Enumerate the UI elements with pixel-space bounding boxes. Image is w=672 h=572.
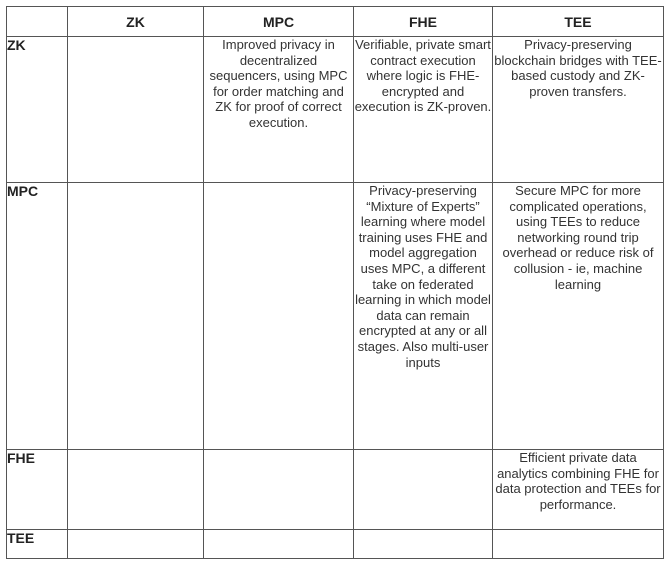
corner-cell	[7, 7, 68, 37]
column-header-mpc: MPC	[204, 7, 354, 37]
cell-mpc-zk	[68, 183, 204, 450]
comparison-table	[6, 6, 664, 559]
cell-fhe-zk	[68, 450, 204, 530]
row-header-zk: ZK	[7, 37, 68, 183]
cell-fhe-mpc	[204, 450, 354, 530]
row-header-tee: TEE	[7, 530, 68, 559]
cell-tee-fhe	[354, 530, 493, 559]
cell-zk-fhe: Verifiable, private smart contract execution where logic is FHE-encrypted and execution is ZK-proven.	[354, 37, 493, 183]
table-row-fhe	[7, 450, 664, 530]
table-row-mpc	[7, 183, 664, 450]
table-row-tee	[7, 530, 664, 559]
cell-zk-tee: Privacy-preserving blockchain bridges with TEE-based custody and ZK-proven transfers.	[493, 37, 664, 183]
cell-zk-zk	[68, 37, 204, 183]
cell-zk-mpc: Improved privacy in decentralized sequencers, using MPC for order matching and ZK for proof of correct execution.	[204, 37, 354, 183]
table-row-zk	[7, 37, 664, 183]
cell-mpc-tee: Secure MPC for more complicated operations, using TEEs to reduce networking round trip overhead or reduce risk of collusion - ie, machine learning	[493, 183, 664, 450]
header-row	[7, 7, 664, 37]
cell-tee-tee	[493, 530, 664, 559]
column-header-tee: TEE	[493, 7, 664, 37]
row-header-mpc: MPC	[7, 183, 68, 450]
column-header-fhe: FHE	[354, 7, 493, 37]
cell-mpc-mpc	[204, 183, 354, 450]
row-header-fhe: FHE	[7, 450, 68, 530]
column-header-zk: ZK	[68, 7, 204, 37]
cell-fhe-fhe	[354, 450, 493, 530]
cell-tee-mpc	[204, 530, 354, 559]
cell-mpc-fhe: Privacy-preserving “Mixture of Experts” learning where model training uses FHE and model aggregation uses MPC, a different take on federated learning in which model data can remain encrypted at any or all stages. Also multi-user inputs	[354, 183, 493, 450]
cell-fhe-tee: Efficient private data analytics combining FHE for data protection and TEEs for performance.	[493, 450, 664, 530]
cell-tee-zk	[68, 530, 204, 559]
